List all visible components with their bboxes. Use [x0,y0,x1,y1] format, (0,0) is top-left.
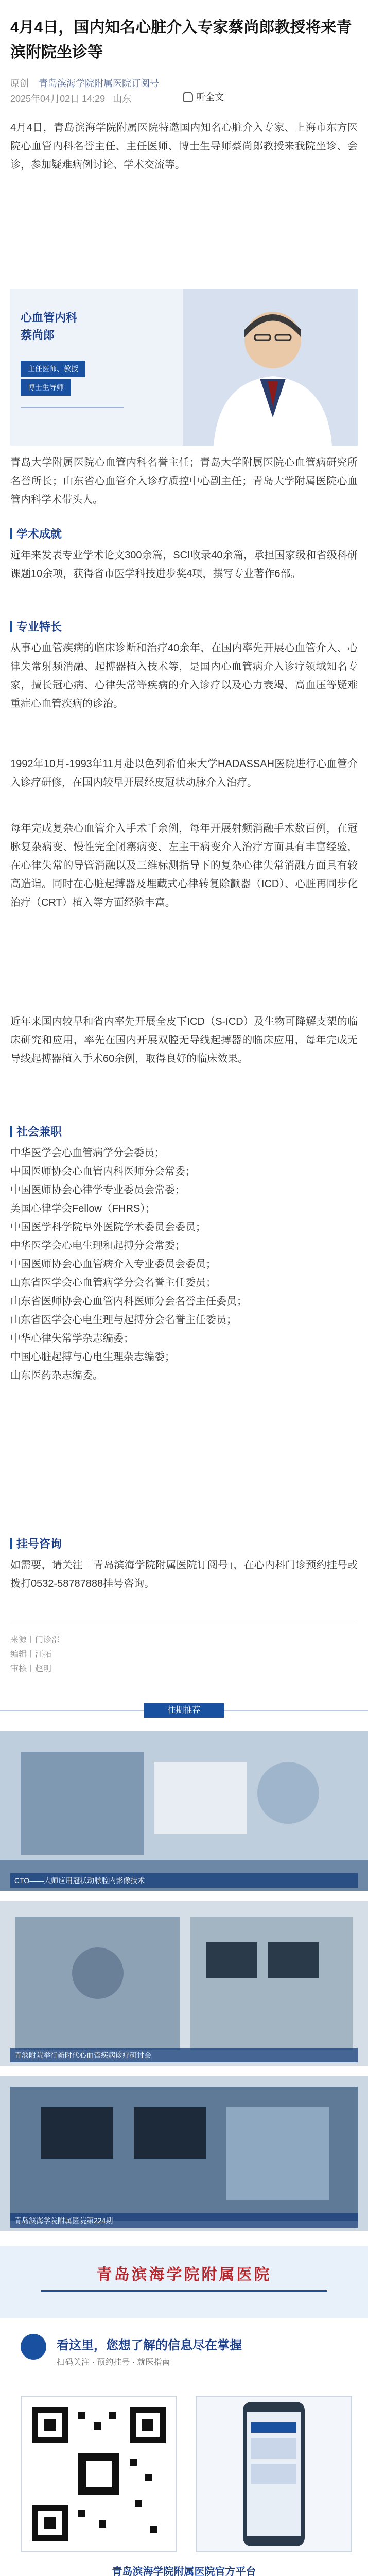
section-expertise [10,618,358,634]
list-item: 中国心脏起搏与心电生理杂志编委； [10,1351,175,1363]
expertise-paragraph-1: 从事心血管疾病的临床诊断和治疗40余年，在国内率先开展心血管介入、心律失常射频消融、起搏器植入技术等，是国内心血管病介入诊疗领域知名专家，擅长冠心病、心律失常等疾病的介入诊疗以及心力衰竭、高血压等疑难重症心血管疾病的诊治。 [10,642,358,709]
section-bar [10,1126,12,1137]
article-date-row [10,92,131,105]
list-item: 山东省医师协会心血管内科医师分会名誉主任委员； [10,1296,247,1307]
headphone-icon [183,92,193,102]
roles-paragraph: 青岛大学附属医院心血管内科名誉主任；青岛大学附属医院心血管病研究所名誉所长；山东省心血管介入诊疗质控中心副主任；青岛大学附属医院心血管内科学术带头人。 [10,457,358,505]
appointment-paragraph: 如需要，请关注「青岛滨海学院附属医院订阅号」，在心内科门诊预约挂号或拨打0532-58787888挂号咨询。 [10,1560,358,1589]
section-social [10,1123,358,1139]
meta-type: 原创 [10,78,29,89]
image-caption: 青岛滨海学院附属医院第224期 [10,2213,358,2228]
doctor-card [10,289,358,446]
list-item: 山东医药杂志编委。 [10,1370,103,1381]
section-bar [10,1538,12,1549]
platform-label: 青岛滨海学院附属医院官方平台 [112,2566,256,2576]
wechat-icon [21,2334,46,2360]
list-item: 中华心律失常学杂志编委； [10,1333,134,1344]
section-bar [10,621,12,632]
expertise-paragraph-4: 近年来国内较早和省内率先开展全皮下ICD（S-ICD）及生物可降解支架的临床研究和应用，率先在国内开展双腔无导线起搏器的临床应用，每年完成无导线起搏器植入手术60余例，取得良好的临床效果。 [10,1016,358,1064]
section-title: 学术成就 [16,528,62,540]
listen-label: 听全文 [196,92,224,103]
expertise-paragraph-2: 1992年10月-1993年11月赴以色列希伯来大学HADASSAH医院进行心血管介入诊疗研修，在国内较早开展经皮冠状动脉介入治疗。 [10,758,358,788]
section-appointment [10,1535,358,1551]
doctor-name-block [21,309,77,344]
list-item: 中国医学科学院阜外医院学术委员会委员； [10,1222,206,1233]
section-title: 社会兼职 [16,1125,62,1138]
section-title: 专业特长 [16,620,62,633]
promo-sub: 扫码关注 · 预约挂号 · 就医指南 [57,2358,170,2367]
section-title: 挂号咨询 [16,1537,62,1550]
article-meta [10,76,159,90]
list-item: 山东省医学会心电生理与起搏分会名誉主任委员； [10,1314,237,1326]
list-item: 美国心律学会Fellow（FHRS）； [10,1203,156,1214]
credit-line: 审核丨赵明 [10,1665,52,1673]
doctor-photo [183,289,358,446]
list-item: 山东省医学会心血管病学分会名誉主任委员； [10,1277,216,1289]
hospital-banner [0,2246,368,2318]
doctor-title-badge: 主任医师、教授 [21,361,85,377]
divider [21,407,124,408]
promo-title: 看这里，您想了解的信息尽在掌握 [57,2338,242,2352]
qr-section [0,2385,368,2576]
academic-paragraph: 近年来发表专业学术论文300余篇，SCI收录40余篇，承担国家级和省级科研课题10余项，获得省市医学科技进步奖4项，撰写专业著作6部。 [10,550,358,580]
expertise-paragraph-3: 每年完成复杂心血管介入手术千余例，每年开展射频消融手术数百例，在冠脉复杂病变、慢性完全闭塞病变、左主干病变介入治疗方面具有丰富经验，在心律失常的导管消融以及三维标测指导下的复杂心律失常消融方面具有较高造诣。同时在心脏起搏器及埋藏式心律转复除颤器（ICD）、心脏再同步化治疗（CRT）植入等方面经验丰富。 [10,823,358,908]
listen-button[interactable] [183,90,224,104]
intro-paragraph: 4月4日，青岛滨海学院附属医院特邀国内知名心脏介入专家、上海市东方医院心血管内科名誉主任、主任医师、博士生导师蔡尚郎教授来我院坐诊、会诊，参加疑难病例讨论、学术交流等。 [10,122,358,171]
recommend-label: 往期推荐 [144,1703,224,1718]
list-item: 中国医师协会心血管病介入专业委员会委员； [10,1259,216,1270]
doctor-degree-badge: 博士生导师 [21,379,71,396]
recommend-image-1[interactable] [0,1731,368,1891]
article-title: 4月4日，国内知名心脏介入专家蔡尚郎教授将来青滨附院坐诊等 [10,19,352,61]
divider [41,2290,327,2292]
social-list [10,1144,358,1385]
phone-mockup [196,2396,352,2552]
publish-location: 山东 [113,94,132,104]
list-item: 中华医学会心血管病学分会委员； [10,1147,165,1159]
qr-code[interactable] [21,2396,177,2552]
wechat-promo [0,2329,368,2375]
recommend-image-2[interactable] [0,1901,368,2066]
doctor-dept: 心血管内科 [21,311,78,324]
credit-line: 编辑丨汪拓 [10,1650,52,1659]
image-caption: CTO——大师应用冠状动脉腔内影像技术 [10,1873,358,1888]
section-bar [10,528,12,539]
list-item: 中华医学会心电生理和起搏分会常委； [10,1240,185,1251]
image-caption: 青滨附院举行新时代心血管疾病诊疗研讨会 [10,2048,358,2062]
credit-line: 来源丨门诊部 [10,1636,60,1645]
section-academic [10,526,358,541]
list-item: 中国医师协会心律学专业委员会常委； [10,1184,185,1196]
publish-date: 2025年04月02日 14:29 [10,94,106,104]
account-link[interactable]: 青岛滨海学院附属医院订阅号 [39,78,160,89]
list-item: 中国医师协会心血管内科医师分会常委； [10,1166,196,1177]
hospital-name: 青岛滨海学院附属医院 [96,2266,272,2283]
recommend-header [0,1700,368,1721]
recommend-image-3[interactable] [0,2076,368,2231]
credits [10,1633,358,1676]
doctor-name: 蔡尚郎 [21,329,55,342]
